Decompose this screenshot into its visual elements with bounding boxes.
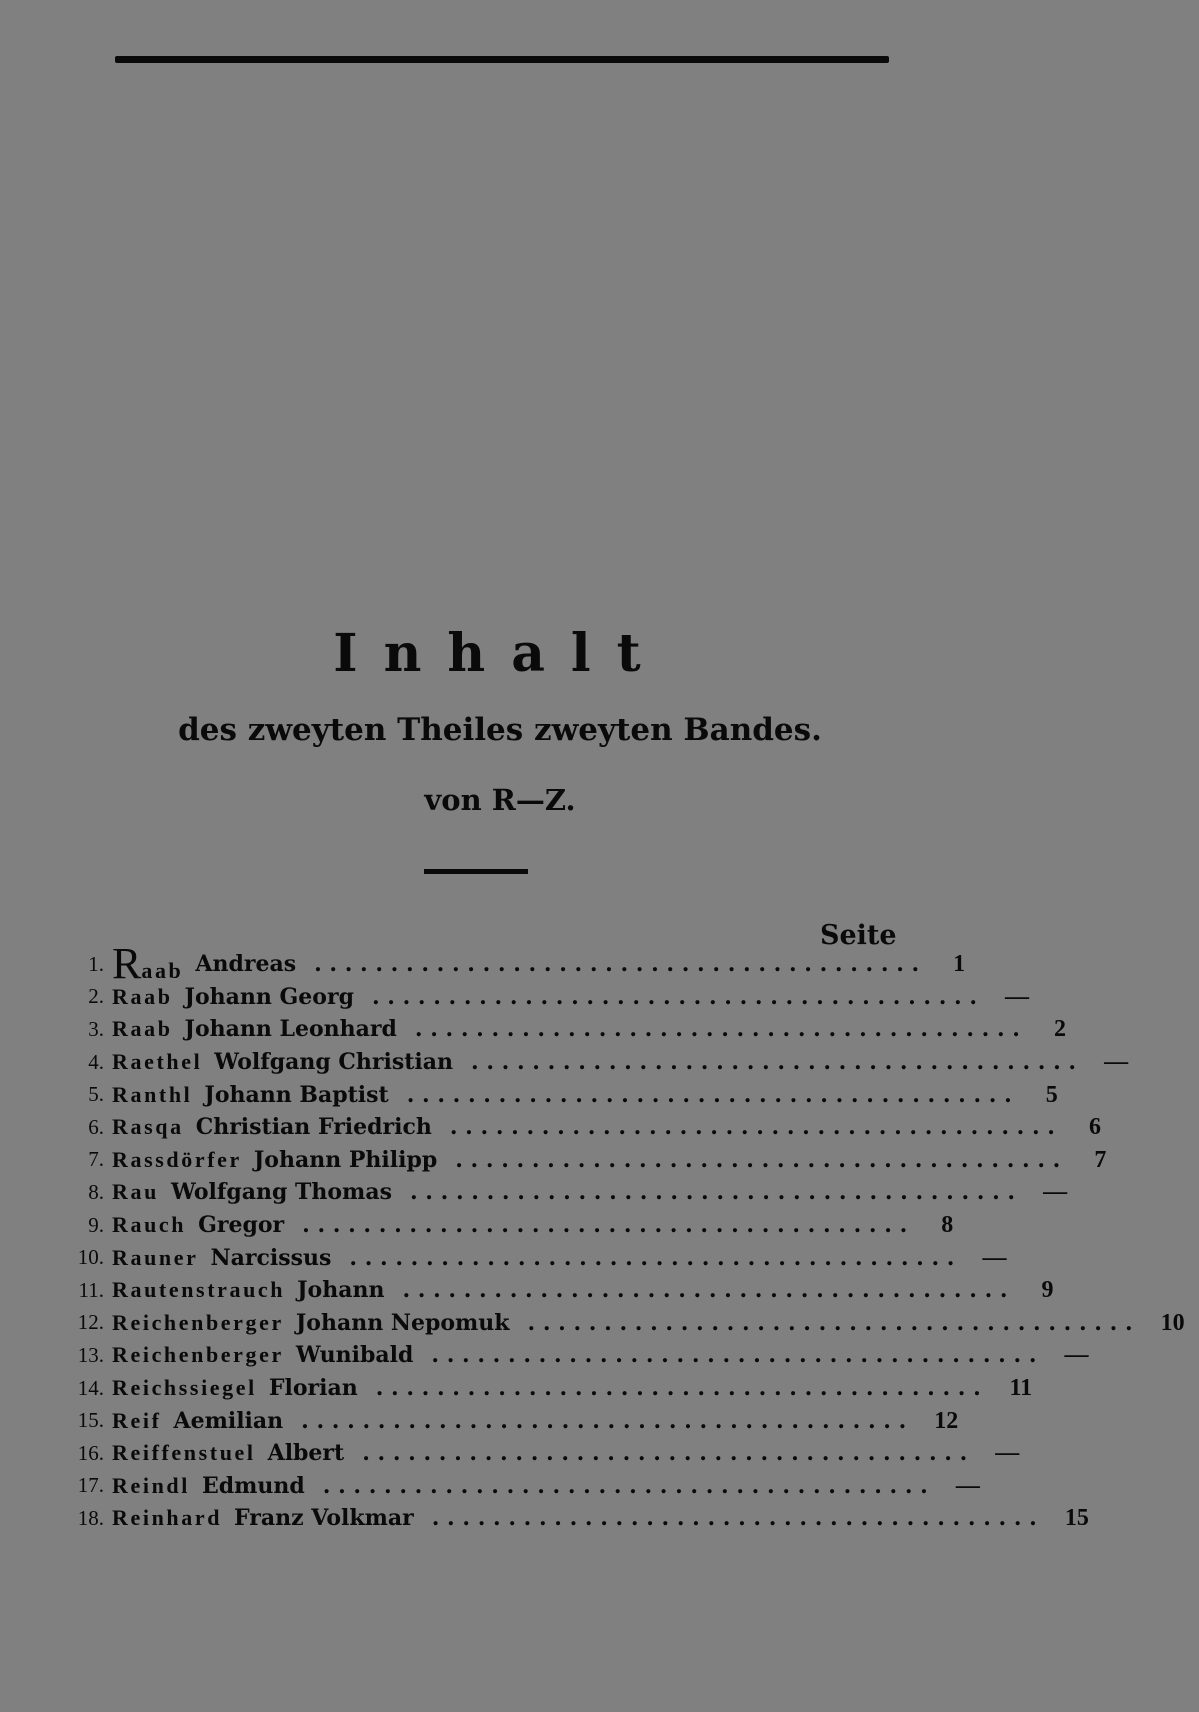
dot-leader: . . . . . . . . . . . . . . . . . . . . . . . . . . . . . . . . . . . . . . . . [449, 1114, 1055, 1141]
toc-entry-given-names: Wunibald [295, 1342, 414, 1369]
toc-entry-page: — [982, 1244, 1007, 1271]
toc-entry-surname [112, 1344, 284, 1366]
toc-entry-number: 5. [88, 1082, 104, 1107]
toc-entry-page: 1 [953, 951, 966, 978]
toc-entry-surname-text: Ranthl [112, 1081, 193, 1107]
toc-entry-page: 9 [1041, 1277, 1054, 1304]
toc-entry-given-names: Johann Leonhard [184, 1016, 397, 1043]
section-divider [424, 869, 528, 874]
dot-leader: . . . . . . . . . . . . . . . . . . . . . . . . . . . . . . . . . . . . . . . . [302, 1212, 908, 1239]
toc-entry-page: 15 [1064, 1505, 1089, 1532]
toc-entry-number: 2. [88, 984, 104, 1009]
toc-entry [58, 1470, 980, 1503]
toc-entry-page: 6 [1088, 1114, 1101, 1141]
toc-entry-given-names: Wolfgang Thomas [170, 1179, 392, 1206]
toc-entry [58, 1307, 1185, 1340]
toc-entry-given-names: Johann [297, 1277, 385, 1304]
toc-entry-page: — [1005, 983, 1030, 1010]
toc-entry-page: 10 [1160, 1309, 1185, 1336]
toc-entry [58, 1176, 1068, 1209]
toc-entry-surname-text: Reif [112, 1407, 162, 1433]
toc-entry-page: — [955, 1472, 980, 1499]
toc-entry-surname [112, 1279, 285, 1301]
toc-entry-number: 18. [77, 1505, 104, 1530]
toc-entry-surname [112, 983, 173, 1009]
dot-leader: . . . . . . . . . . . . . . . . . . . . . . . . . . . . . . . . . . . . . . . . [371, 983, 978, 1010]
dot-leader: . . . . . . . . . . . . . . . . . . . . . . . . . . . . . . . . . . . . . . . . [431, 1505, 1037, 1532]
toc-entry [58, 1339, 1089, 1372]
toc-entry-page: — [995, 1440, 1020, 1467]
toc-entry-number: 6. [88, 1114, 104, 1139]
dot-leader: . . . . . . . . . . . . . . . . . . . . . . . . . . . . . . . . . . . . . . . . [471, 1049, 1077, 1076]
toc-entry-given-names: Andreas [195, 951, 297, 978]
toc-entry-surname-text: aab [141, 958, 184, 984]
toc-entry-surname-text: Rauch [112, 1212, 187, 1238]
toc-entry [58, 1013, 1066, 1046]
toc-entry [58, 1111, 1101, 1144]
toc-entry-given-names: Albert [267, 1440, 345, 1467]
toc-entry-surname [112, 1244, 199, 1270]
toc-entry [58, 1144, 1107, 1177]
toc-entry-surname [112, 1309, 284, 1335]
toc-entry-surname-text: Reinhard [112, 1505, 223, 1531]
toc-entry-surname-text: Reichenberger [112, 1309, 284, 1335]
toc-entry-page: — [1064, 1342, 1089, 1369]
toc-entry-given-names: Franz Volkmar [234, 1505, 414, 1532]
toc-entry-surname [112, 1181, 159, 1203]
page-column-header: Seite [820, 920, 897, 951]
dot-leader: . . . . . . . . . . . . . . . . . . . . . . . . . . . . . . . . . . . . . . . . [322, 1472, 928, 1499]
toc-entry-given-names: Christian Friedrich [195, 1114, 432, 1141]
toc-entry-surname [112, 939, 184, 989]
toc-entry-surname-initial: R [112, 939, 142, 989]
toc-entry-surname-text: Rau [112, 1179, 159, 1205]
toc-entry-number: 12. [77, 1310, 104, 1335]
toc-entry-surname-text: Raab [112, 1016, 173, 1042]
table-of-contents [58, 939, 1185, 1535]
toc-entry-number: 16. [77, 1440, 104, 1465]
toc-entry-surname [112, 1214, 186, 1236]
toc-entry-surname-text: Raab [112, 983, 173, 1009]
toc-entry-surname [112, 1377, 257, 1399]
toc-entry-number: 1. [88, 951, 104, 976]
toc-entry-given-names: Gregor [198, 1212, 285, 1239]
toc-entry-surname-text: Raethel [112, 1049, 203, 1075]
toc-entry-number: 7. [88, 1147, 104, 1172]
dot-leader: . . . . . . . . . . . . . . . . . . . . . . . . . . . . . . . . . . . . . . . . [431, 1342, 1037, 1369]
toc-entry-given-names: Aemilian [173, 1407, 284, 1434]
toc-entry [58, 1502, 1089, 1535]
toc-entry-given-names: Florian [268, 1375, 358, 1402]
dot-leader: . . . . . . . . . . . . . . . . . . . . . . . . . . . . . . . . . . . . . . . . [314, 951, 920, 978]
toc-entry [58, 1241, 1007, 1274]
dot-leader: . . . . . . . . . . . . . . . . . . . . . . . . . . . . . . . . . . . . . . . . [362, 1440, 968, 1467]
toc-entry-number: 8. [88, 1179, 104, 1204]
toc-entry-surname-text: Reiffenstuel [112, 1440, 256, 1466]
toc-entry [58, 1404, 959, 1437]
toc-entry [58, 981, 1030, 1014]
toc-entry-surname-text: Rautenstrauch [112, 1277, 286, 1303]
toc-entry-given-names: Wolfgang Christian [214, 1049, 453, 1076]
toc-entry-surname-text: Reichssiegel [112, 1375, 257, 1401]
toc-entry-surname [112, 1507, 222, 1529]
toc-entry-surname [112, 1442, 256, 1464]
toc-entry-surname [112, 1018, 173, 1040]
toc-entry-page: — [1104, 1049, 1129, 1076]
toc-entry-given-names: Johann Baptist [204, 1081, 389, 1108]
toc-entry [58, 1046, 1129, 1079]
dot-leader: . . . . . . . . . . . . . . . . . . . . . . . . . . . . . . . . . . . . . . . . [414, 1016, 1020, 1043]
page-title: Inhalt [333, 623, 667, 684]
dot-leader: . . . . . . . . . . . . . . . . . . . . . . . . . . . . . . . . . . . . . . . . [375, 1375, 981, 1402]
toc-entry-surname-text: Reichenberger [112, 1342, 284, 1368]
toc-entry [58, 1274, 1054, 1307]
toc-entry-number: 10. [77, 1245, 104, 1270]
toc-entry-surname [112, 1407, 162, 1433]
toc-entry-number: 3. [88, 1016, 104, 1041]
toc-entry-given-names: Johann Philipp [253, 1146, 438, 1173]
toc-entry-surname [112, 1081, 193, 1107]
dot-leader: . . . . . . . . . . . . . . . . . . . . . . . . . . . . . . . . . . . . . . . . [406, 1081, 1012, 1108]
toc-entry-page: 5 [1045, 1081, 1058, 1108]
toc-entry-given-names: Johann Georg [184, 983, 354, 1010]
toc-entry-number: 4. [88, 1049, 104, 1074]
toc-entry-page: — [1043, 1179, 1068, 1206]
toc-entry-given-names: Edmund [201, 1472, 305, 1499]
toc-entry-number: 9. [88, 1212, 104, 1237]
toc-entry [58, 1209, 954, 1242]
toc-entry-number: 11. [78, 1277, 104, 1302]
toc-entry [58, 1437, 1020, 1470]
toc-entry-number: 15. [77, 1408, 104, 1433]
toc-entry-number: 13. [77, 1342, 104, 1367]
dot-leader: . . . . . . . . . . . . . . . . . . . . . . . . . . . . . . . . . . . . . . . . [349, 1244, 955, 1271]
toc-entry [58, 1372, 1033, 1405]
dot-leader: . . . . . . . . . . . . . . . . . . . . . . . . . . . . . . . . . . . . . . . . [409, 1179, 1016, 1206]
letter-range: von R—Z. [424, 783, 576, 817]
toc-entry-page: 2 [1053, 1016, 1066, 1043]
dot-leader: . . . . . . . . . . . . . . . . . . . . . . . . . . . . . . . . . . . . . . . . [455, 1146, 1061, 1173]
toc-entry-surname [112, 1116, 184, 1138]
dot-leader: . . . . . . . . . . . . . . . . . . . . . . . . . . . . . . . . . . . . . . . . [527, 1309, 1133, 1336]
toc-entry-surname [112, 1146, 242, 1172]
toc-entry-page: 8 [941, 1212, 954, 1239]
toc-entry-given-names: Narcissus [210, 1244, 332, 1271]
toc-entry-page: 7 [1094, 1146, 1107, 1173]
toc-entry-surname-text: Rassdörfer [112, 1146, 242, 1172]
toc-entry-number: 14. [77, 1375, 104, 1400]
page-subtitle: des zweyten Theiles zweyten Bandes. [178, 712, 822, 748]
dot-leader: . . . . . . . . . . . . . . . . . . . . . . . . . . . . . . . . . . . . . . . . [402, 1277, 1008, 1304]
dot-leader: . . . . . . . . . . . . . . . . . . . . . . . . . . . . . . . . . . . . . . . . [301, 1407, 907, 1434]
toc-entry-surname [112, 1472, 190, 1498]
toc-entry [58, 1078, 1058, 1111]
toc-entry-surname-text: Rasqa [112, 1114, 184, 1140]
top-rule [115, 56, 889, 63]
toc-entry-page: 12 [934, 1407, 959, 1434]
toc-entry-surname-text: Reindl [112, 1472, 190, 1498]
toc-entry-number: 17. [77, 1473, 104, 1498]
toc-entry-surname [112, 1051, 202, 1073]
toc-entry-given-names: Johann Nepomuk [295, 1309, 510, 1336]
toc-entry-page: 11 [1009, 1375, 1033, 1402]
toc-entry-surname-text: Rauner [112, 1244, 199, 1270]
toc-entry [58, 939, 966, 989]
